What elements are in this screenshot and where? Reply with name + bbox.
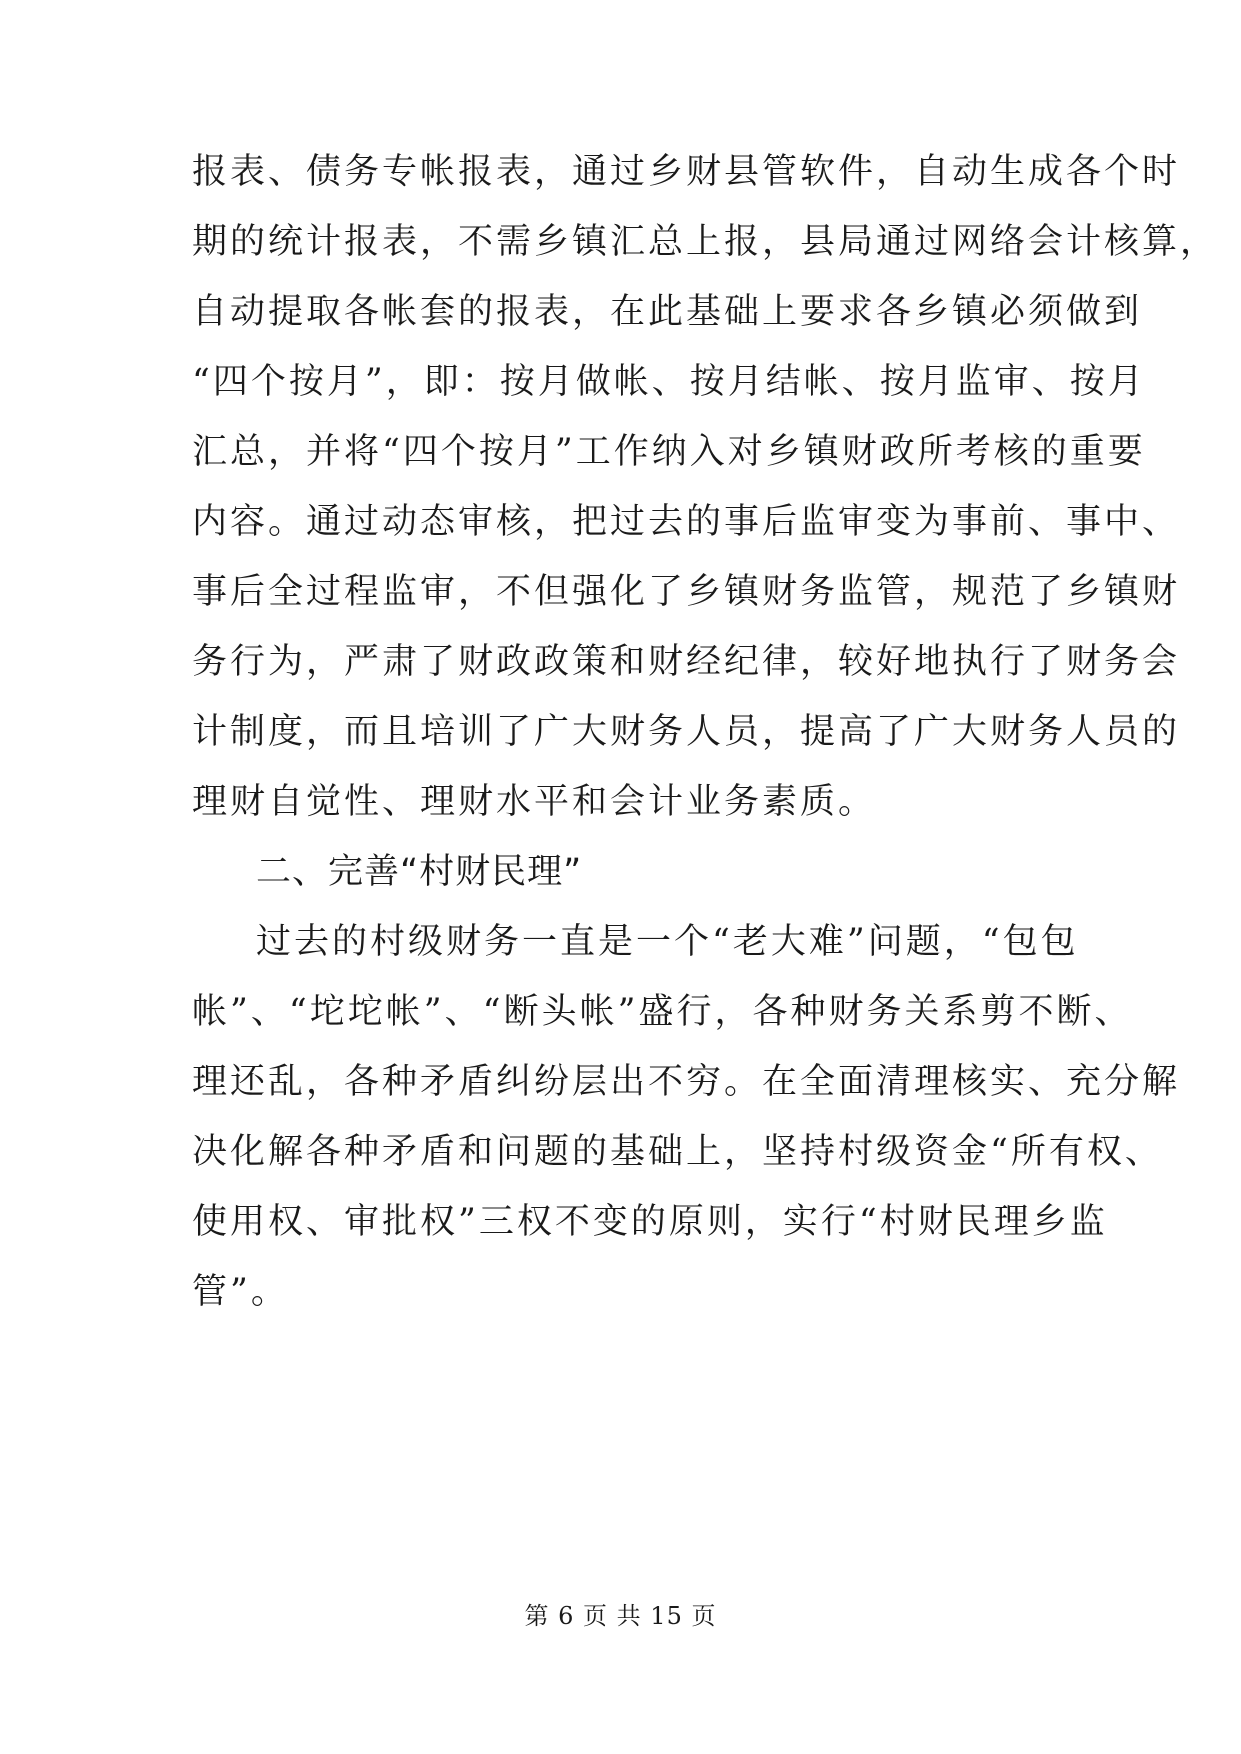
paragraph-line: 计制度，而且培训了广大财务人员，提高了广大财务人员的 xyxy=(192,712,1181,752)
page-footer: 第 6 页 共 15 页 xyxy=(524,1602,717,1630)
paragraph-line: 报表、债务专帐报表，通过乡财县管软件，自动生成各个时 xyxy=(192,152,1181,192)
paragraph-line: 自动提取各帐套的报表，在此基础上要求各乡镇必须做到 xyxy=(192,292,1143,332)
paragraph-line: 理财自觉性、理财水平和会计业务素质。 xyxy=(192,782,877,822)
paragraph-line: 汇总，并将“四个按月”工作纳入对乡镇财政所考核的重要 xyxy=(192,432,1146,472)
paragraph-line: 事后全过程监审，不但强化了乡镇财务监管，规范了乡镇财 xyxy=(192,572,1181,612)
paragraph-line: “四个按月”，即：按月做帐、按月结帐、按月监审、按月 xyxy=(192,362,1146,402)
section-heading: 二、完善“村财民理” xyxy=(256,852,583,892)
paragraph-line: 过去的村级财务一直是一个“老大难”问题，“包包 xyxy=(256,922,1079,962)
paragraph-line: 理还乱，各种矛盾纠纷层出不穷。在全面清理核实、充分解 xyxy=(192,1062,1181,1102)
paragraph-line: 帐”、“坨坨帐”、“断头帐”盛行，各种财务关系剪不断、 xyxy=(192,992,1133,1032)
paragraph-line: 内容。通过动态审核，把过去的事后监审变为事前、事中、 xyxy=(192,502,1181,542)
paragraph-line: 使用权、审批权”三权不变的原则，实行“村财民理乡监 xyxy=(192,1202,1108,1242)
paragraph-line: 务行为，严肃了财政政策和财经纪律，较好地执行了财务会 xyxy=(192,642,1181,682)
paragraph-line: 期的统计报表，不需乡镇汇总上报，县局通过网络会计核算， xyxy=(192,222,1219,262)
paragraph-line: 管”。 xyxy=(192,1272,289,1312)
paragraph-line: 决化解各种矛盾和问题的基础上，坚持村级资金“所有权、 xyxy=(192,1132,1163,1172)
